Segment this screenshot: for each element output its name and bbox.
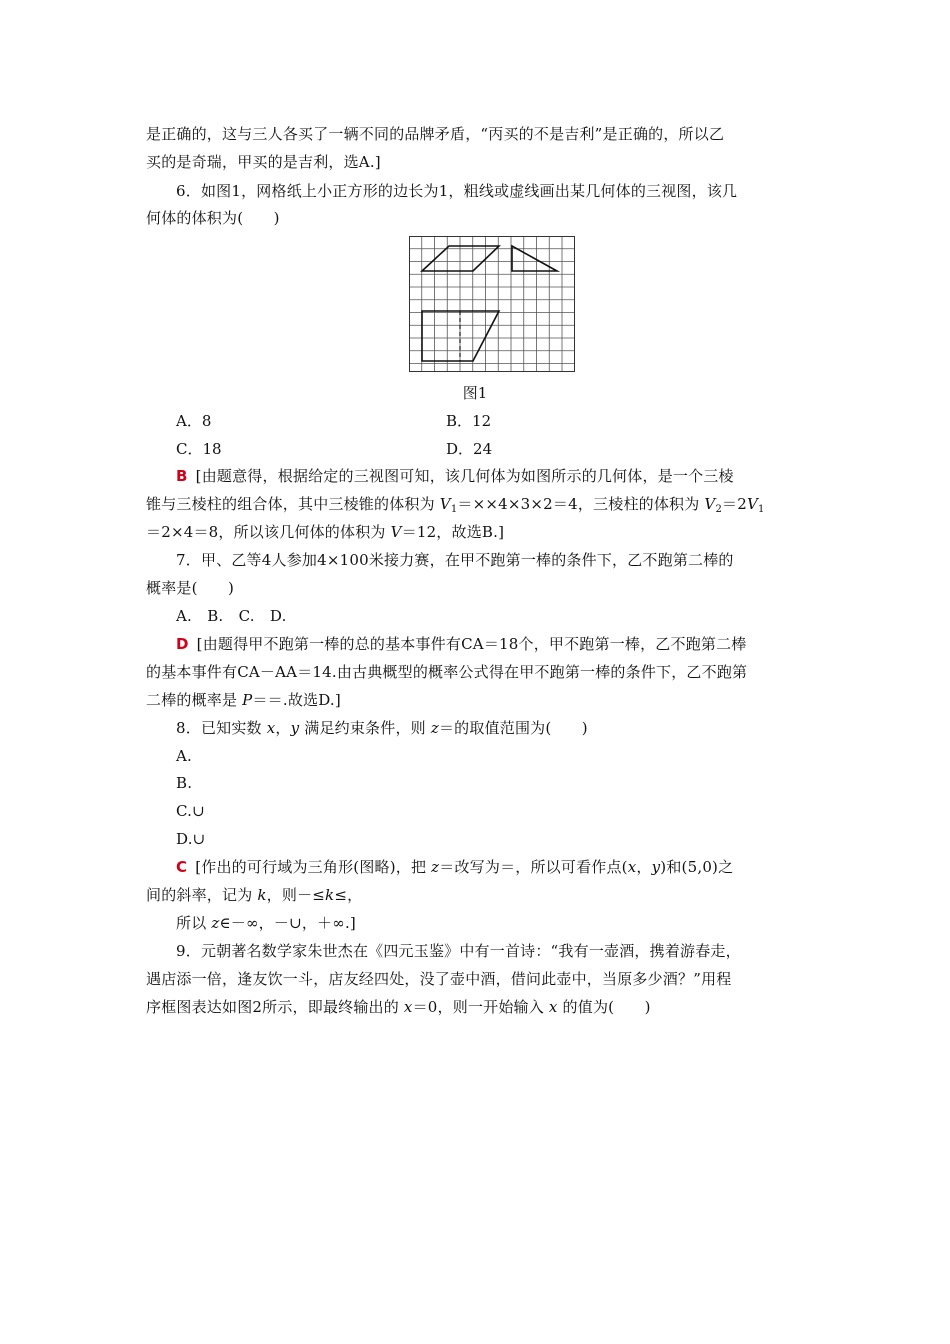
answer-letter: D <box>176 635 189 653</box>
figure-caption: 图1 <box>462 384 488 402</box>
text-line: 间的斜率，记为 k，则－≤k≤， <box>146 886 363 904</box>
text-line: 序框图表达如图2所示，即最终输出的 x＝0，则一开始输入 x 的值为( ) <box>146 998 651 1016</box>
question-8: 8．已知实数 x，y 满足约束条件，则 z＝的取值范围为( ) <box>176 719 588 737</box>
answer-8: C [作出的可行域为三角形(图略)，把 z＝改写为＝，所以可看作点(x，y)和(5,0)之 <box>176 858 734 876</box>
option-b: B．12 <box>446 412 492 430</box>
grid-lines <box>409 236 575 372</box>
answer-6: B [由题意得，根据给定的三视图可知，该几何体为如图所示的几何体，是一个三棱 <box>176 467 734 485</box>
front-view <box>422 246 499 271</box>
question-7: 7．甲、乙等4人参加4×100米接力赛，在甲不跑第一棒的条件下，乙不跑第二棒的 <box>176 551 734 569</box>
text-line: 的基本事件有CA－AA＝14.由古典概型的概率公式得在甲不跑第一棒的条件下，乙不跑第 <box>146 663 748 681</box>
option-b: B. <box>176 774 193 792</box>
question-6: 6．如图1，网格纸上小正方形的边长为1，粗线或虚线画出某几何体的三视图，该几 <box>176 182 738 200</box>
side-view <box>512 246 557 271</box>
question-7-options: A. B. C. D. <box>176 607 287 625</box>
answer-letter: B <box>176 467 188 485</box>
option-d: D.∪ <box>176 830 206 848</box>
text-line: 是正确的，这与三人各买了一辆不同的品牌矛盾，“丙买的不是吉利”是正确的，所以乙 <box>146 125 725 143</box>
answer-letter: C <box>176 858 188 876</box>
option-a: A．8 <box>176 412 212 430</box>
option-a: A. <box>176 747 193 765</box>
text-line: 锥与三棱柱的组合体，其中三棱锥的体积为 $V_1=\times\times 4\times 3\times 2=4$，三棱柱的体积为 $V_2=2V_1$ <box>146 495 765 515</box>
option-c: C．18 <box>176 440 222 458</box>
text-line: 遇店添一倍，逢友饮一斗，店友经四处，没了壶中酒，借问此壶中，当原多少酒？”用程 <box>146 970 732 988</box>
text-line: 买的是奇瑞，甲买的是吉利，选A.] <box>146 153 381 171</box>
text-line: 何体的体积为( ) <box>146 209 280 227</box>
option-c: C.∪ <box>176 802 205 820</box>
three-view-figure <box>409 236 575 372</box>
text-line: ＝2×4＝8，所以该几何体的体积为 V＝12，故选B.] <box>146 523 505 541</box>
text-line: 概率是( ) <box>146 579 235 597</box>
text-line: 二棒的概率是 P＝＝.故选D.] <box>146 691 341 709</box>
question-9: 9．元朝著名数学家朱世杰在《四元玉鉴》中有一首诗：“我有一壶酒，携着游春走， <box>176 942 741 960</box>
text-line: 所以 z∈－∞，－∪，＋∞.] <box>176 914 356 932</box>
answer-7: D [由题得甲不跑第一棒的总的基本事件有CA＝18个，甲不跑第一棒，乙不跑第二棒 <box>176 635 747 653</box>
option-d: D．24 <box>446 440 493 458</box>
